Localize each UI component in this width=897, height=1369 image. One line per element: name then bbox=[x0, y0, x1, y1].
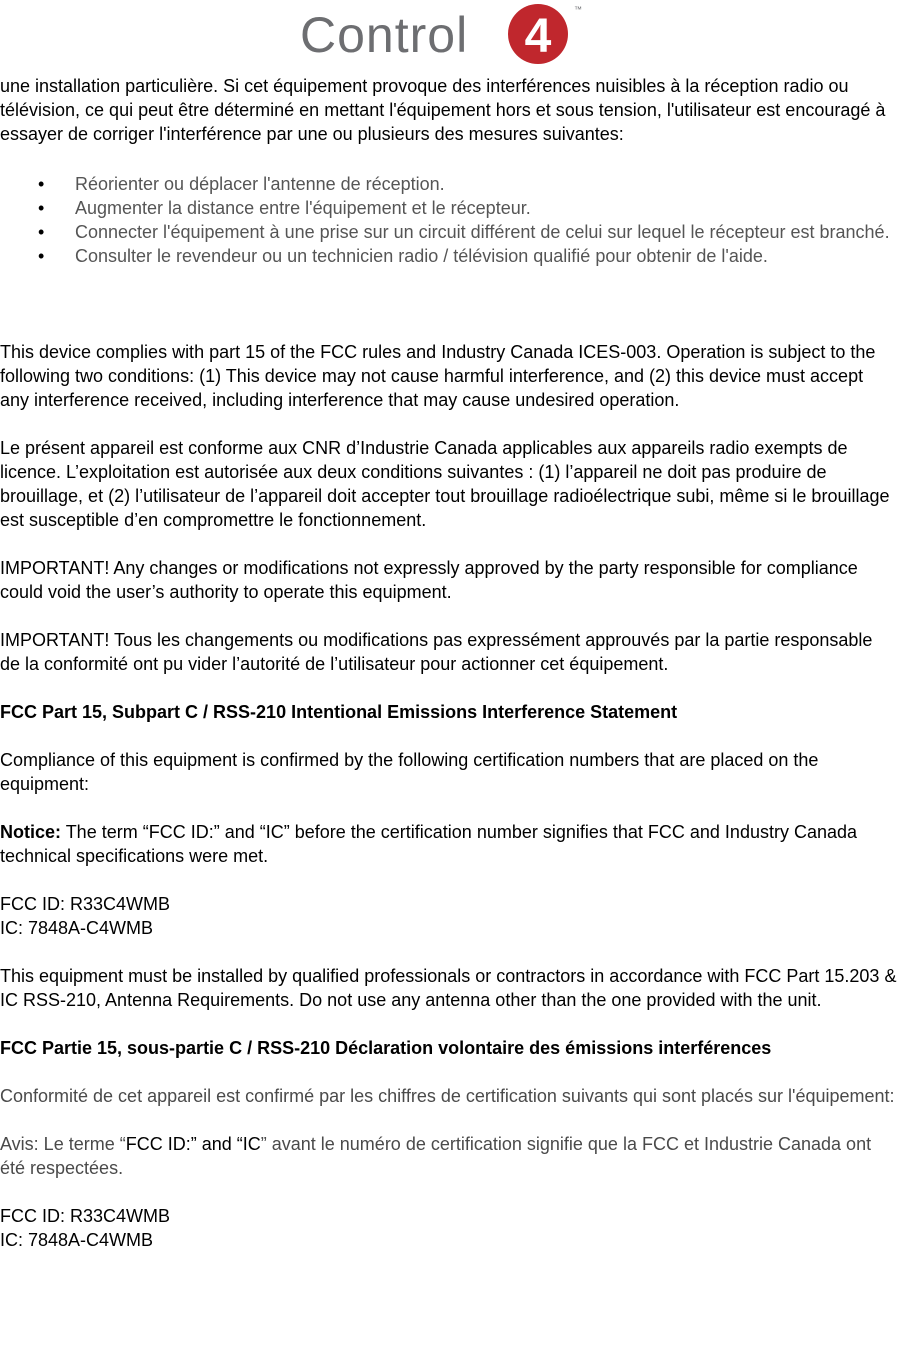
logo-tm: ™ bbox=[574, 5, 582, 14]
important-fr-paragraph: IMPORTANT! Tous les changements ou modifications pas expressément approuvés par la partie responsable de la conformité ont pu vider l’autorité de l’utilisateur pour actionner cet équipement. bbox=[0, 630, 873, 674]
document-body bbox=[0, 74, 897, 1252]
important-en-paragraph: IMPORTANT! Any changes or modifications not expressly approved by the party responsible for compliance could void the user’s authority to operate this equipment. bbox=[0, 558, 858, 602]
list-item: • Consulter le revendeur ou un technicien radio / télévision qualifié pour obtenir de l'aide. bbox=[38, 246, 768, 266]
control4-logo bbox=[298, 2, 598, 66]
fcc-id-1: FCC ID: R33C4WMB bbox=[0, 894, 171, 914]
fcc-id-2: FCC ID: R33C4WMB bbox=[0, 1206, 171, 1226]
fr-measures-list bbox=[0, 172, 897, 268]
heading-fr: FCC Partie 15, sous-partie C / RSS-210 Déclaration volontaire des émissions interférences bbox=[0, 1038, 772, 1058]
notice-label: Notice: bbox=[0, 822, 62, 842]
notice-paragraph bbox=[0, 820, 897, 868]
notice-text: The term “FCC ID:” and “IC” before the certification number signifies that FCC and Industry Canada technical specifications were met. bbox=[0, 822, 858, 866]
list-item: • Connecter l'équipement à une prise sur un circuit différent de celui sur lequel le récepteur est branché. bbox=[38, 222, 890, 242]
logo-four: 4 bbox=[524, 10, 552, 63]
list-item: • Réorienter ou déplacer l'antenne de réception. bbox=[38, 174, 445, 194]
heading-en: FCC Part 15, Subpart C / RSS-210 Intentional Emissions Interference Statement bbox=[0, 702, 678, 722]
install-en-paragraph: This equipment must be installed by qualified professionals or contractors in accordance with FCC Part 15.203 & IC RSS-210, Antenna Requirements. Do not use any antenna other than the one provided with the unit. bbox=[0, 966, 897, 1010]
fcc-compliance-paragraph: This device complies with part 15 of the FCC rules and Industry Canada ICES-003. Operation is subject to the following two conditions: (1) This device may not cause harmful interference, and (2) this device must accept any interference received, including interference that may cause undesired operation. bbox=[0, 342, 876, 410]
list-item: • Augmenter la distance entre l'équipement et le récepteur. bbox=[38, 198, 531, 218]
ic-1: IC: 7848A-C4WMB bbox=[0, 918, 154, 938]
avis-paragraph: Avis: Le terme “FCC ID:” and “IC” avant le numéro de certification signifie que la FCC et Industrie Canada ont été respectées. bbox=[0, 1134, 872, 1178]
logo-wordmark: Control bbox=[300, 7, 469, 63]
compliance-fr-paragraph: Conformité de cet appareil est confirmé par les chiffres de certification suivants qui sont placés sur l'équipement: bbox=[0, 1086, 895, 1106]
fr-intro-paragraph: une installation particulière. Si cet équipement provoque des interférences nuisibles à la réception radio ou télévision, ce qui peut être déterminé en mettant l'équipement hors et sous tension, l'utilisateur est encouragé à essayer de corriger l'interférence par une ou plusieurs des mesures suivantes: bbox=[0, 76, 886, 144]
compliance-en-paragraph: Compliance of this equipment is confirmed by the following certification numbers that are placed on the equipment: bbox=[0, 750, 819, 794]
cnr-compliance-paragraph: Le présent appareil est conforme aux CNR d’Industrie Canada applicables aux appareils radio exempts de licence. L’exploitation est autorisée aux deux conditions suivantes : (1) l’appareil ne doit pas produire de brouillage, et (2) l’utilisateur de l’appareil doit accepter tout brouillage radioélectrique subi, même si le brouillage est susceptible d’en compromettre le fonctionnement. bbox=[0, 438, 890, 530]
ic-2: IC: 7848A-C4WMB bbox=[0, 1230, 154, 1250]
